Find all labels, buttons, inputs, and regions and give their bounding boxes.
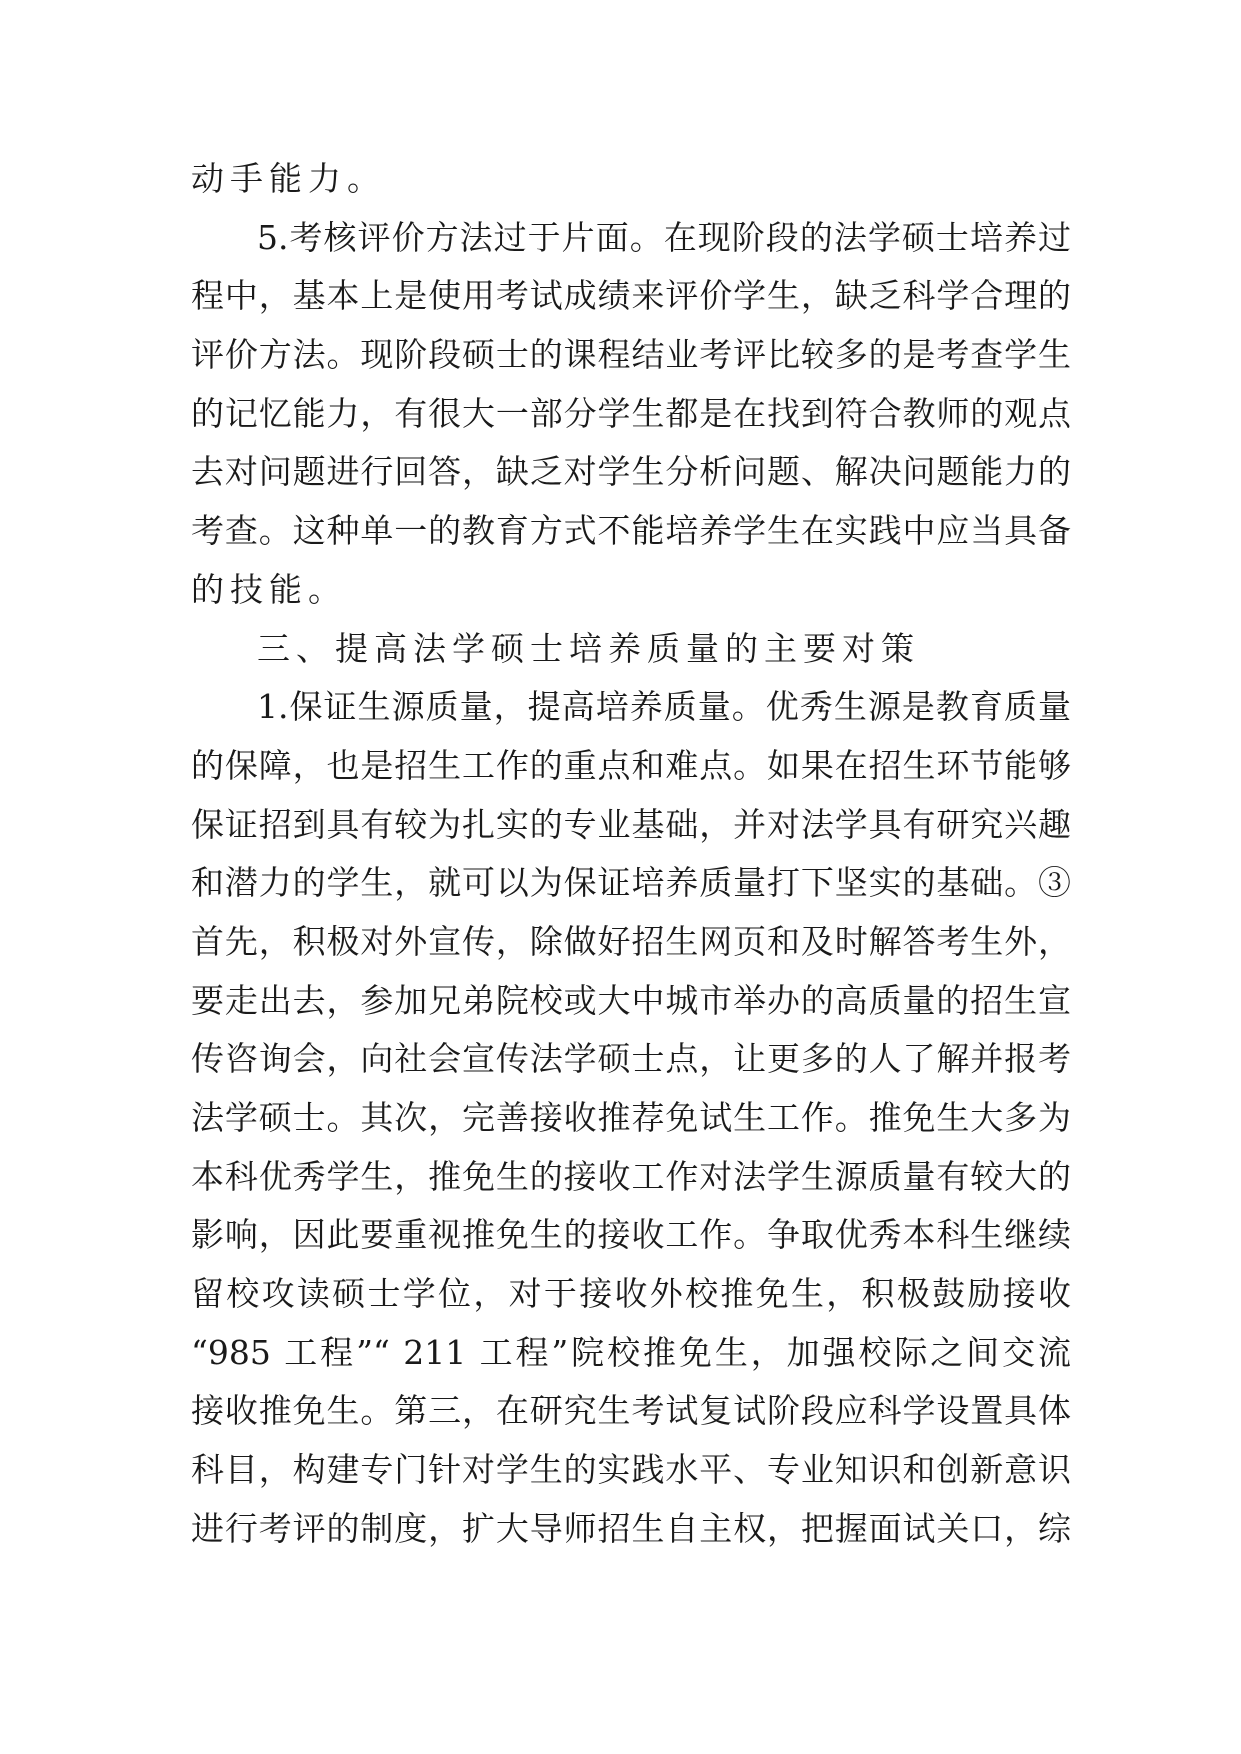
text-line: 接收推免生。第三，在研究生考试复试阶段应科学设置具体: [191, 1391, 1071, 1431]
text-line: 和潜力的学生，就可以为保证培养质量打下坚实的基础。③: [191, 863, 1071, 903]
section-heading: 三、提高法学硕士培养质量的主要对策: [257, 628, 920, 668]
text-line: 动手能力。: [191, 159, 386, 198]
text-line: 法学硕士。其次，完善接收推荐免试生工作。推免生大多为: [191, 1098, 1071, 1137]
text-line: 留校攻读硕士学位，对于接收外校推免生，积极鼓励接收: [191, 1274, 1071, 1314]
text-line: 保证招到具有较为扎实的专业基础，并对法学具有研究兴趣: [191, 804, 1071, 844]
text-line: 要走出去，参加兄弟院校或大中城市举办的高质量的招生宣: [191, 980, 1071, 1020]
text-line: 进行考评的制度，扩大导师招生自主权，把握面试关口，综: [191, 1508, 1071, 1548]
text-line: 影响，因此要重视推免生的接收工作。争取优秀本科生继续: [191, 1215, 1071, 1255]
text-line: 5.考核评价方法过于片面。在现阶段的法学硕士培养过: [257, 217, 1071, 257]
text-line: 的技能。: [191, 569, 347, 609]
text-line: 首先，积极对外宣传，除做好招生网页和及时解答考生外，: [191, 921, 1071, 961]
text-line: 1.保证生源质量，提高培养质量。优秀生源是教育质量: [257, 687, 1071, 727]
text-line: 评价方法。现阶段硕士的课程结业考评比较多的是考查学生: [191, 335, 1071, 375]
text-line: 程中，基本上是使用考试成绩来评价学生，缺乏科学合理的: [191, 276, 1071, 316]
text-line: “985 工程”“ 211 工程”院校推免生，加强校际之间交流: [191, 1332, 1071, 1372]
text-line: 科目，构建专门针对学生的实践水平、专业知识和创新意识: [191, 1450, 1071, 1490]
text-line: 传咨询会，向社会宣传法学硕士点，让更多的人了解并报考: [191, 1039, 1071, 1079]
text-line: 考查。这种单一的教育方式不能培养学生在实践中应当具备: [191, 511, 1071, 551]
body-text: [191, 150, 1071, 1559]
text-line: 本科优秀学生，推免生的接收工作对法学生源质量有较大的: [191, 1156, 1071, 1196]
text-line: 的记忆能力，有很大一部分学生都是在找到符合教师的观点: [191, 393, 1071, 433]
text-line: 的保障，也是招生工作的重点和难点。如果在招生环节能够: [191, 745, 1071, 785]
text-line: 去对问题进行回答，缺乏对学生分析问题、解决问题能力的: [191, 452, 1071, 492]
